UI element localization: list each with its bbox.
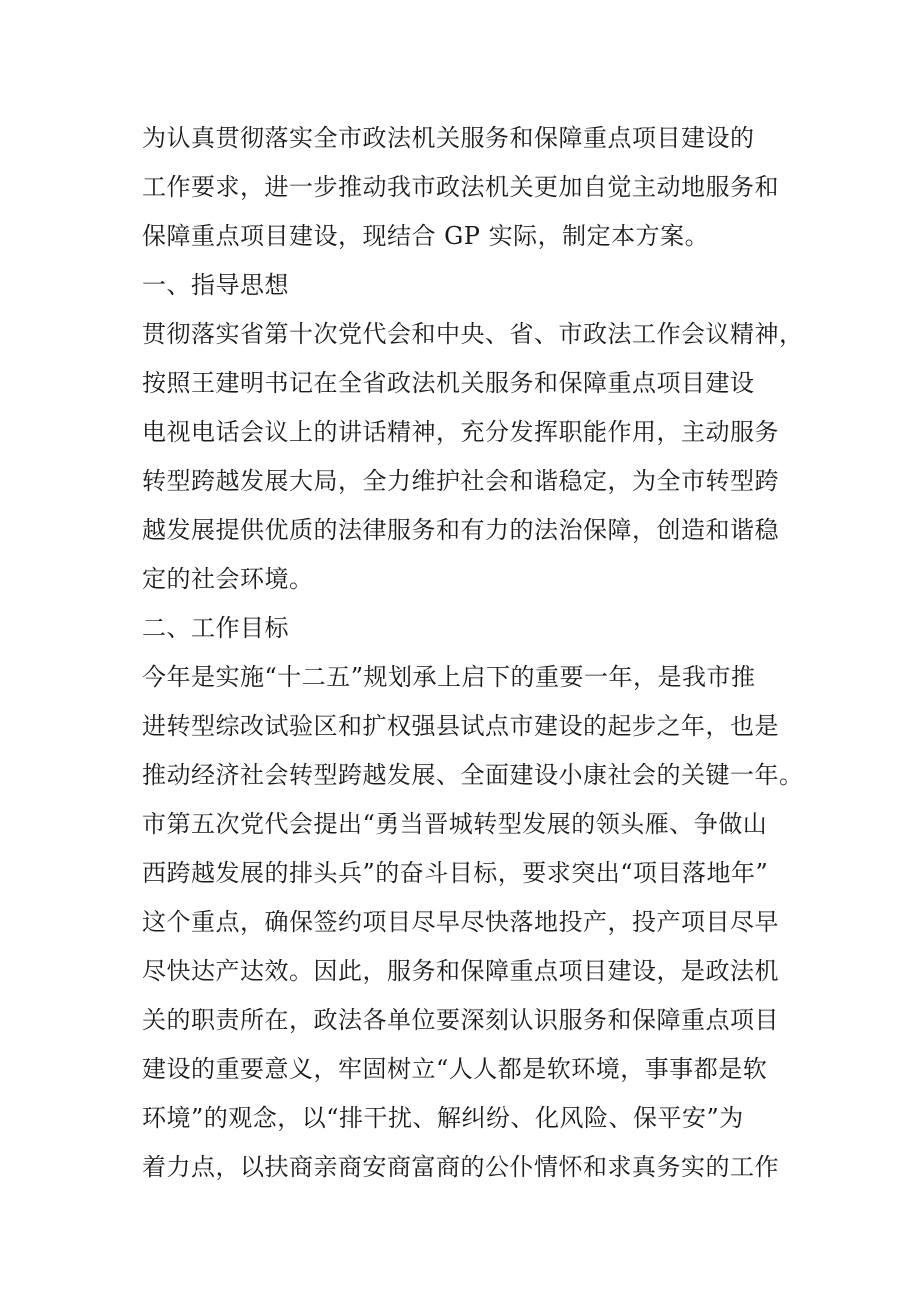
text-line-goals-9: 建设的重要意义，牢固树立“人人都是软环境，事事都是软 [142,1055,768,1083]
text-line-goals-5: 西跨越发展的排头兵”的奋斗目标，要求突出“项目落地年” [142,859,769,887]
text-line-goals-6: 这个重点，确保签约项目尽早尽快落地投产，投产项目尽早 [142,908,779,936]
text-line-goals-10: 环境”的观念，以“排干扰、解纠纷、化风险、保平安”为 [142,1104,744,1132]
text-line-goals-8: 关的职责所在，政法各单位要深刻认识服务和保障重点项目 [142,1006,779,1034]
text-line-intro-3: 保障重点项目建设，现结合 GP 实际，制定本方案。 [142,222,710,250]
text-line-goals-1: 今年是实施“十二五”规划承上启下的重要一年，是我市推 [142,663,756,691]
section-heading-guiding-ideology: 一、指导思想 [142,271,289,299]
text-line-goals-11: 着力点，以扶商亲商安商富商的公仆情怀和求真务实的工作 [142,1153,779,1181]
text-line-goals-7: 尽快达产达效。因此，服务和保障重点项目建设，是政法机 [142,957,779,985]
text-line-guiding-3: 电视电话会议上的讲话精神，充分发挥职能作用，主动服务 [142,418,779,446]
text-line-guiding-4: 转型跨越发展大局，全力维护社会和谐稳定，为全市转型跨 [142,467,779,495]
text-line-guiding-1: 贯彻落实省第十次党代会和中央、省、市政法工作会议精神， [142,320,804,348]
text-line-guiding-2: 按照王建明书记在全省政法机关服务和保障重点项目建设 [142,369,755,397]
text-line-intro-2: 工作要求，进一步推动我市政法机关更加自觉主动地服务和 [142,173,779,201]
section-heading-work-goals: 二、工作目标 [142,614,289,642]
text-line-goals-3: 推动经济社会转型跨越发展、全面建设小康社会的关键一年。 [142,761,804,789]
text-line-intro-1: 为认真贯彻落实全市政法机关服务和保障重点项目建设的 [142,124,755,152]
text-line-goals-4: 市第五次党代会提出“勇当晋城转型发展的领头雁、争做山 [142,810,768,838]
text-line-guiding-6: 定的社会环境。 [142,565,314,593]
document-body [142,114,804,1192]
text-line-guiding-5: 越发展提供优质的法律服务和有力的法治保障，创造和谐稳 [142,516,779,544]
text-line-goals-2: 进转型综改试验区和扩权强县试点市建设的起步之年，也是 [142,712,779,740]
